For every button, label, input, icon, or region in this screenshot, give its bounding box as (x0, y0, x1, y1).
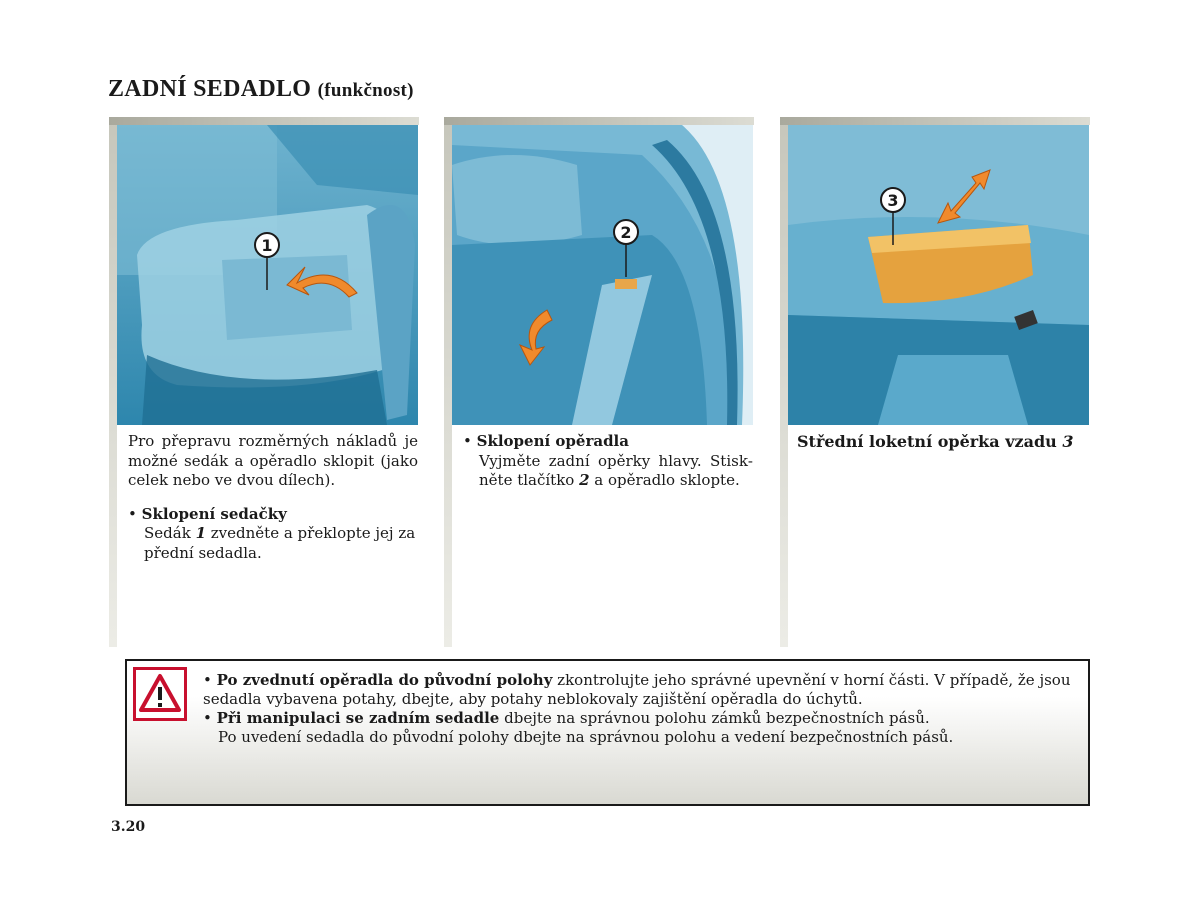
col2-bullet-text-b: a opěradlo sklopte. (589, 471, 740, 489)
photo-seat-cushion (117, 125, 418, 425)
col3-heading-ref: 3 (1062, 432, 1074, 451)
col2-bullet-body (463, 452, 753, 491)
warning-item-1-bold: Po zvednutí opěradla do původní polohy (216, 671, 553, 689)
photo-seat-backrest (452, 125, 753, 425)
col2-bullet-heading: Sklopení opěradla (476, 432, 629, 450)
col1-bullet-ref: 1 (195, 524, 206, 542)
warning-item-1 (203, 671, 1078, 709)
column-top-rule (109, 117, 419, 125)
column-divider (109, 117, 117, 647)
col2-bullet-text-a: Vyjměte zadní opěrky hlavy. Stiskněte tlačítko (479, 451, 753, 489)
col1-bullet (128, 505, 418, 525)
bullet-dot: • (203, 671, 217, 689)
callout-2: 2 (620, 223, 632, 242)
page-title-main: ZADNÍ SEDADLO (108, 76, 312, 102)
column-top-rule (444, 117, 754, 125)
callout-1: 1 (261, 236, 273, 255)
col2-bullet (463, 432, 753, 452)
col1-text (128, 432, 418, 563)
warning-item-2 (203, 709, 1078, 728)
col2-text (463, 432, 753, 491)
column-seat-backrest (444, 117, 754, 647)
warning-item-2-line2: Po uvedení sedadla do původní polohy dbejte na správnou polohu a vedení bezpečnostních pásů. (218, 728, 954, 746)
photo-armrest (788, 125, 1089, 425)
column-top-rule (780, 117, 1090, 125)
bullet-dot: • (203, 709, 217, 727)
column-seat-cushion (109, 117, 419, 647)
col1-intro: Pro přepravu rozměrných nákladů je možné sedák a opěradlo sklopit (jako celek nebo ve dvou dílech). (128, 432, 418, 489)
page-title (108, 76, 414, 103)
col1-bullet-text-b: zvedněte a překlopte jej za přední sedadla. (144, 524, 416, 562)
callout-3: 3 (887, 191, 899, 210)
warning-item-2-text: dbejte na správnou polohu zámků bezpečnostních pásů. (499, 709, 930, 727)
col1-bullet-text-a: Sedák (144, 524, 196, 542)
col3-heading (797, 432, 1087, 452)
page-number: 3.20 (111, 819, 146, 835)
warning-triangle-icon (133, 667, 187, 721)
col1-bullet-heading: Sklopení sedačky (141, 504, 287, 523)
warning-text (203, 671, 1078, 747)
column-divider (444, 117, 452, 647)
col3-heading-text: Střední loketní opěrka vzadu (797, 432, 1063, 451)
column-armrest (780, 117, 1090, 647)
page-title-suffix: (funkčnost) (317, 80, 414, 101)
warning-item-2-bold: Při manipulaci se zadním sedadle (216, 709, 500, 727)
bullet-dot: • (128, 504, 142, 523)
col1-bullet-body (128, 524, 418, 563)
col2-bullet-ref: 2 (579, 471, 590, 489)
warning-item-1-text: zkontrolujte jeho správné upevnění v horní části. V případě, že jsou sedadla vybavena potahy, dbejte, aby potahy neblokovaly zajištění opěradla do úchytů. (203, 671, 1071, 708)
warning-box (125, 659, 1090, 806)
bullet-dot: • (463, 432, 477, 450)
column-divider (780, 117, 788, 647)
col3-text (797, 432, 1087, 452)
